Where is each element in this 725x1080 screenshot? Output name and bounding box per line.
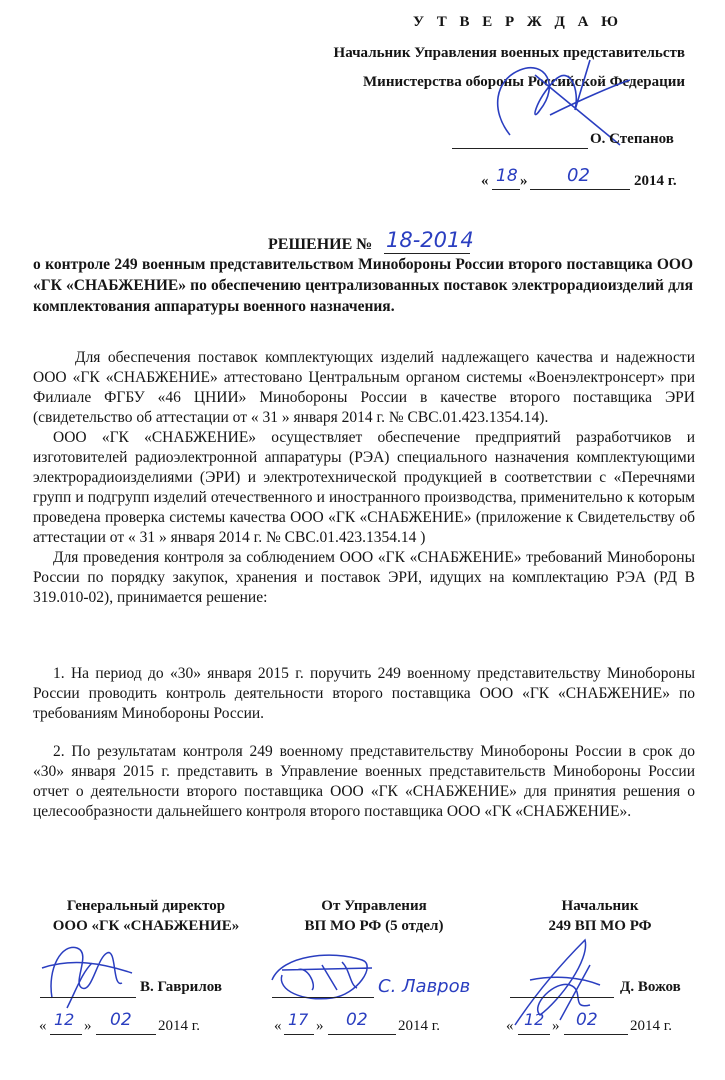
decision-item-2-text: 2. По результатам контроля 249 военному представительству Минобороны России в срок до «30» января 2015 г. представить в Управление военных представительств Минобороны России отчет о деятельности второго поставщика ООО «ГК «СНАБЖЕНИЕ» для принятия решения о целесообразности дальнейшего контроля второго поставщика ООО «ГК «СНАБЖЕНИЕ». — [33, 743, 695, 820]
approval-date-day: 18 — [496, 166, 518, 186]
decision-subject: о контроле 249 военным представительством Минобороны России второго поставщика ООО «ГК «СНАБЖЕНИЕ» по обеспечению централизованных поставок электрорадиоизделий для комплектования аппаратуры военного назначения. — [33, 256, 693, 315]
director-date-close-quote: » — [84, 1018, 92, 1034]
directorate-date-year: 2014 г. — [398, 1018, 440, 1034]
chief-name: Д. Вожов — [620, 979, 681, 995]
approval-date-close-quote: » — [520, 173, 528, 189]
director-date-month: 02 — [110, 1010, 132, 1030]
director-signature — [22, 928, 142, 1018]
directorate-signature — [262, 940, 382, 1010]
paragraph-activity: ООО «ГК «СНАБЖЕНИЕ» осуществляет обеспечение предприятий разработчиков и изготовителей радиоэлектронной аппаратуры (РЭА) специального назначения комплектующими электрорадиоизделиями (ЭРИ) и электротехнической продукцией в соответствии с «Перечнями групп и подгрупп изделий отечественного и иностранного производства, применительно к которым проведена проверка системы качества ООО «ГК «СНАБЖЕНИЕ» (приложение к Свидетельству об аттестации от « 31 » января 2014 г. № СВС.01.423.1354.14 ) — [33, 429, 695, 546]
director-date-year: 2014 г. — [158, 1018, 200, 1034]
paragraph-control: Для проведения контроля за соблюдением ООО «ГК «СНАБЖЕНИЕ» требований Минобороны России по порядку закупок, хранения и поставок ЭРИ, идущих на комплектацию РЭА (РД В 319.010-02), принимается решение: — [33, 549, 695, 606]
signatory-role-line2: ООО «ГК «СНАБЖЕНИЕ» — [52, 918, 240, 934]
directorate-date-close-quote: » — [316, 1018, 324, 1034]
decision-title: РЕШЕНИЕ № — [268, 236, 373, 253]
directorate-date-month: 02 — [346, 1010, 368, 1030]
chief-date-open-quote: « — [506, 1018, 514, 1034]
directorate-handwritten-name: С. Лавров — [378, 976, 471, 997]
chief-date-day: 12 — [524, 1010, 545, 1029]
decision-item-2 — [33, 742, 695, 822]
approver-position-line2: Министерства обороны Российской Федерации — [363, 74, 685, 90]
decision-item-1-text: 1. На период до «30» января 2015 г. поручить 249 военному представительству Минобороны России проводить контроль деятельности второго поставщика ООО «ГК «СНАБЖЕНИЕ» по требованиям Минобороны России. — [33, 665, 695, 722]
signature-block-directorate — [284, 896, 464, 936]
director-date-day: 12 — [54, 1010, 75, 1029]
chief-signature — [500, 925, 620, 1035]
chief-date-month: 02 — [576, 1010, 598, 1030]
signatory-role-line1: Генеральный директор — [66, 898, 226, 914]
approval-date-year: 2014 г. — [634, 173, 677, 189]
directorate-date-day: 17 — [288, 1010, 309, 1029]
director-date-open-quote: « — [39, 1018, 47, 1034]
chief-date-close-quote: » — [552, 1018, 560, 1034]
body-section — [33, 348, 695, 608]
paragraph-certification: Для обеспечения поставок комплектующих изделий надлежащего качества и надежности ООО «ГК «СНАБЖЕНИЕ» аттестовано Центральным органом системы «Военэлектронсерт» при Филиале ФГБУ «46 ЦНИИ» Минобороны России в качестве второго поставщика ЭРИ (свидетельство об аттестации от « 31 » января 2014 г. № СВС.01.423.1354.14). — [33, 349, 695, 426]
directorate-date-open-quote: « — [274, 1018, 282, 1034]
signatory-role-line1: От Управления — [321, 898, 427, 914]
decision-number: 18-2014 — [386, 228, 474, 252]
signatory-role-line1: Начальник — [561, 898, 639, 914]
approval-heading: У Т В Е Р Ж Д А Ю — [413, 14, 623, 30]
approver-name: О. Степанов — [590, 131, 674, 147]
approval-date-open-quote: « — [481, 173, 489, 189]
signatory-role-line2: 249 ВП МО РФ — [548, 918, 652, 934]
decision-item-1 — [33, 664, 695, 724]
chief-date-year: 2014 г. — [630, 1018, 672, 1034]
approval-date-month: 02 — [567, 165, 590, 186]
signatory-role-line2: ВП МО РФ (5 отдел) — [304, 918, 444, 934]
director-name: В. Гаврилов — [140, 979, 222, 995]
approver-position-line1: Начальник Управления военных представительств — [333, 45, 685, 61]
